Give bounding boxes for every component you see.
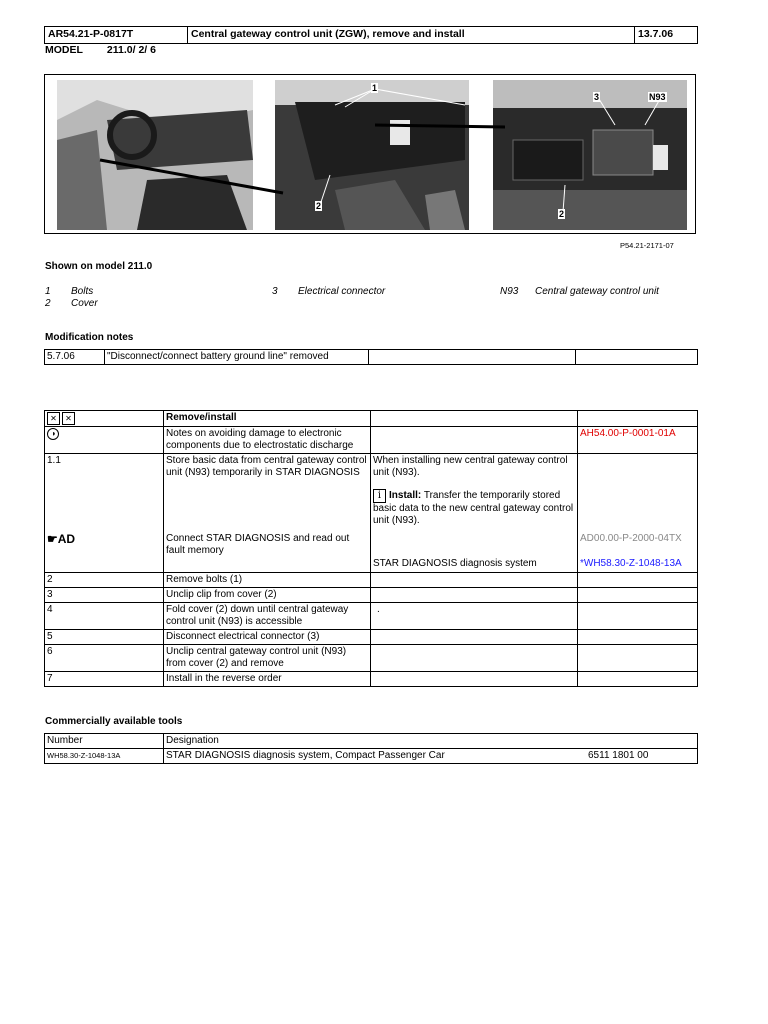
model-label: MODEL — [45, 44, 83, 56]
model-line — [45, 44, 156, 56]
step-6-text: Unclip central gateway control unit (N93) from cover (2) and remove — [164, 645, 371, 672]
model-value: 211.0/ 2/ 6 — [106, 44, 156, 56]
procedure-heading: Remove/install — [164, 411, 371, 427]
modification-table — [44, 349, 698, 365]
step-6-num: 6 — [45, 645, 164, 672]
step-row — [45, 588, 698, 603]
step-3-text: Unclip clip from cover (2) — [164, 588, 371, 603]
info-icon: i — [373, 489, 386, 503]
procedure-header-empty-1 — [371, 411, 578, 427]
doc-date: 13.7.06 — [635, 27, 698, 44]
legend-3-label: Electrical connector — [298, 286, 386, 297]
step-2-text: Remove bolts (1) — [164, 573, 371, 588]
step-1-1-row — [45, 454, 698, 573]
tools-col-number: Number — [45, 734, 164, 749]
ad-label: AD — [57, 532, 76, 547]
step-2-note — [371, 573, 578, 588]
notes-reference-link[interactable]: AH54.00-P-0001-01A — [578, 427, 698, 454]
callout-n93: N93 — [649, 92, 666, 102]
modification-empty-2 — [576, 350, 698, 365]
modification-text: "Disconnect/connect battery ground line" removed — [105, 350, 369, 365]
ad-marker — [47, 533, 75, 545]
step-row — [45, 630, 698, 645]
diagnosis-system-text: STAR DIAGNOSIS diagnosis system — [373, 558, 537, 570]
install-icon: ✕ — [62, 412, 75, 425]
esd-warning-icon: ◑ — [47, 428, 59, 440]
procedure-icons-cell — [45, 411, 164, 427]
step-2-ref — [578, 573, 698, 588]
procedure-header-row — [45, 411, 698, 427]
step-7-num: 7 — [45, 672, 164, 687]
tools-header-row — [45, 734, 698, 749]
step-3-ref — [578, 588, 698, 603]
step-row — [45, 672, 698, 687]
header-table — [44, 26, 698, 44]
step-row — [45, 573, 698, 588]
step-row — [45, 603, 698, 630]
step-1-1-text: Store basic data from central gateway control unit (N93) temporarily in STAR DIAGNOSIS — [166, 455, 367, 479]
hand-pointer-icon: ☛ — [47, 532, 58, 547]
step-1-1-note-cell — [371, 454, 578, 573]
remove-icon: ✕ — [47, 412, 60, 425]
ad-text: Connect STAR DIAGNOSIS and read out fault memory — [166, 533, 350, 557]
step-5-ref — [578, 630, 698, 645]
modification-date: 5.7.06 — [45, 350, 105, 365]
step-1-1-note: When installing new central gateway control unit (N93). — [373, 455, 568, 479]
modification-empty-1 — [369, 350, 576, 365]
step-row — [45, 645, 698, 672]
step-7-note — [371, 672, 578, 687]
step-1-1-num-cell — [45, 454, 164, 573]
step-5-text: Disconnect electrical connector (3) — [164, 630, 371, 645]
step-3-note — [371, 588, 578, 603]
install-note — [373, 489, 575, 527]
notes-text: Notes on avoiding damage to electronic components due to electrostatic discharge — [164, 427, 371, 454]
step-1-1-text-cell — [164, 454, 371, 573]
callout-1: 1 — [372, 83, 378, 93]
step-5-num: 5 — [45, 630, 164, 645]
ad-reference-link[interactable]: AD00.00-P-2000-04TX — [580, 533, 682, 545]
legend-1-num: 1 — [45, 286, 51, 297]
diagnosis-reference-link[interactable]: *WH58.30-Z-1048-13A — [580, 558, 682, 570]
callout-3: 3 — [594, 92, 600, 102]
modification-heading: Modification notes — [45, 332, 134, 343]
tools-row-number: WH58.30-Z-1048-13A — [45, 749, 164, 764]
callout-2-left: 2 — [316, 201, 322, 211]
step-5-note — [371, 630, 578, 645]
step-4-text: Fold cover (2) down until central gateway control unit (N93) is accessible — [164, 603, 371, 630]
legend-2-num: 2 — [45, 298, 51, 309]
callout-2-right: 2 — [559, 209, 565, 219]
step-4-note: . — [371, 603, 578, 630]
notes-icon-cell — [45, 427, 164, 454]
tools-row-partno: 6511 1801 00 — [586, 749, 698, 764]
step-7-ref — [578, 672, 698, 687]
step-4-ref — [578, 603, 698, 630]
figure-code: P54.21-2171-07 — [620, 241, 674, 250]
step-2-num: 2 — [45, 573, 164, 588]
legend-1-label: Bolts — [71, 286, 94, 297]
tools-heading: Commercially available tools — [45, 716, 183, 727]
procedure-table — [44, 410, 698, 687]
doc-number: AR54.21-P-0817T — [45, 27, 188, 44]
tools-table — [44, 733, 698, 764]
notes-empty — [371, 427, 578, 454]
step-7-text: Install in the reverse order — [164, 672, 371, 687]
legend-2-label: Cover — [71, 298, 98, 309]
step-1-1-ref-cell — [578, 454, 698, 573]
step-6-ref — [578, 645, 698, 672]
tools-row — [45, 749, 698, 764]
step-3-num: 3 — [45, 588, 164, 603]
install-text: Transfer the temporarily stored basic data to the new central gateway control unit (N93). — [373, 490, 574, 527]
procedure-header-empty-2 — [578, 411, 698, 427]
step-6-note — [371, 645, 578, 672]
doc-title: Central gateway control unit (ZGW), remove and install — [188, 27, 635, 44]
legend-n93-num: N93 — [500, 286, 519, 297]
figure-photos — [44, 74, 696, 234]
legend-n93-label: Central gateway control unit — [535, 286, 659, 297]
legend-3-num: 3 — [272, 286, 278, 297]
step-1-1-num: 1.1 — [47, 455, 61, 467]
step-4-num: 4 — [45, 603, 164, 630]
tools-col-designation: Designation — [164, 734, 698, 749]
notes-row — [45, 427, 698, 454]
tools-row-designation: STAR DIAGNOSIS diagnosis system, Compact Passenger Car — [164, 749, 587, 764]
install-label: Install: — [389, 490, 422, 502]
shown-on-heading: Shown on model 211.0 — [45, 261, 153, 272]
